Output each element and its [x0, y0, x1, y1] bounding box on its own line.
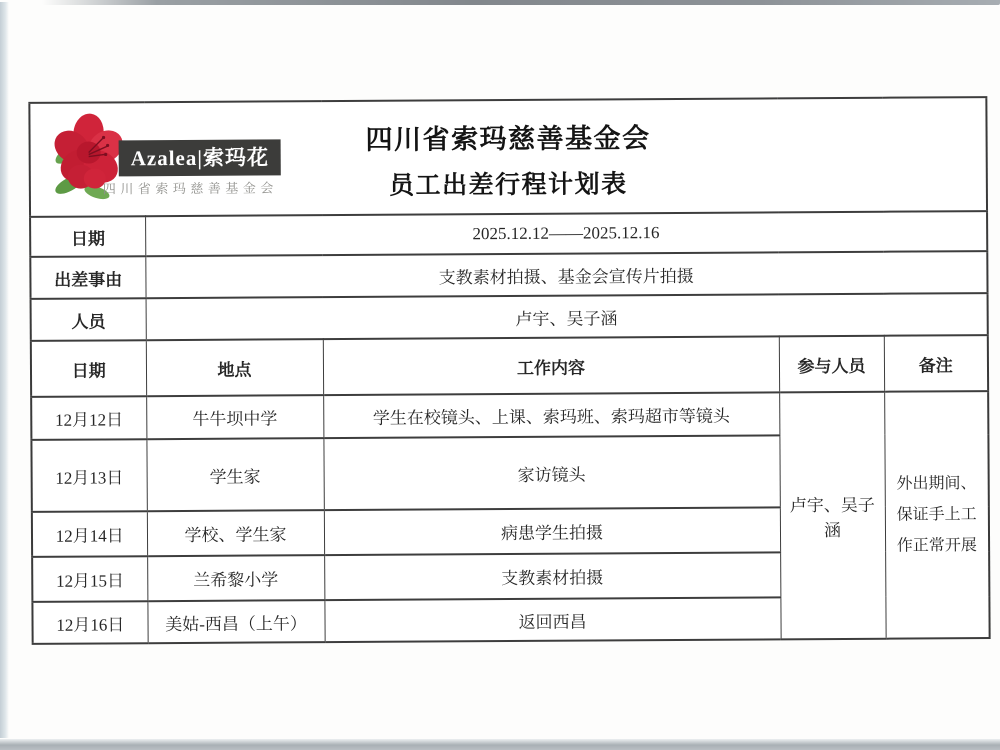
date-cell: 12月15日 — [32, 556, 147, 602]
date-cell: 12月12日 — [31, 396, 146, 440]
info-label-reason: 出差事由 — [30, 256, 145, 299]
schedule-header-row — [31, 335, 988, 397]
content-cell: 家访镜头 — [323, 435, 779, 510]
scan-edge-left — [0, 2, 9, 738]
participants-cell: 卢宇、吴子涵 — [779, 392, 886, 640]
schedule-header-participants: 参与人员 — [779, 336, 884, 393]
content-cell: 学生在校镜头、上课、索玛班、索玛超市等镜头 — [323, 392, 779, 438]
schedule-row — [31, 391, 988, 440]
header-cell — [29, 97, 987, 217]
header-row — [29, 97, 987, 217]
info-row-date — [30, 211, 987, 257]
schedule-header-location: 地点 — [146, 339, 323, 396]
location-cell: 兰希黎小学 — [147, 555, 324, 601]
location-cell: 学校、学生家 — [147, 510, 324, 556]
schedule-header-date: 日期 — [31, 340, 146, 397]
content-cell: 病患学生拍摄 — [324, 507, 780, 555]
info-value-date: 2025.12.12——2025.12.16 — [145, 211, 987, 256]
schedule-header-notes: 备注 — [884, 335, 988, 392]
document-sheet — [28, 96, 988, 645]
info-label-date: 日期 — [30, 216, 145, 257]
scan-edge-bottom — [0, 739, 1000, 750]
info-label-personnel: 人员 — [31, 298, 146, 341]
location-cell: 学生家 — [146, 438, 323, 511]
doc-title-line1: 四川省索玛慈善基金会 — [365, 123, 651, 155]
scan-edge-top — [42, 0, 1000, 5]
brand-subtitle: 四川省索玛慈善基金会 — [102, 180, 278, 197]
date-cell: 12月14日 — [32, 511, 147, 557]
location-cell: 美姑-西昌（上午） — [147, 600, 324, 643]
brand-banner: Azalea|索玛花 — [119, 139, 281, 176]
content-cell: 支教素材拍摄 — [324, 552, 780, 600]
doc-title-line2: 员工出差行程计划表 — [389, 171, 628, 200]
info-row-personnel — [31, 293, 988, 341]
document-title — [30, 98, 986, 216]
date-cell: 12月13日 — [31, 439, 146, 512]
info-row-reason — [30, 251, 987, 299]
content-cell: 返回西昌 — [324, 597, 780, 642]
info-value-personnel: 卢宇、吴子涵 — [146, 293, 988, 340]
location-cell: 牛牛坝中学 — [146, 395, 323, 439]
notes-cell: 外出期间、保证手上工作正常开展 — [884, 391, 990, 639]
date-cell: 12月16日 — [32, 601, 147, 644]
schedule-header-content: 工作内容 — [323, 336, 779, 395]
travel-plan-table — [28, 96, 990, 645]
info-value-reason: 支教素材拍摄、基金会宣传片拍摄 — [145, 251, 987, 298]
